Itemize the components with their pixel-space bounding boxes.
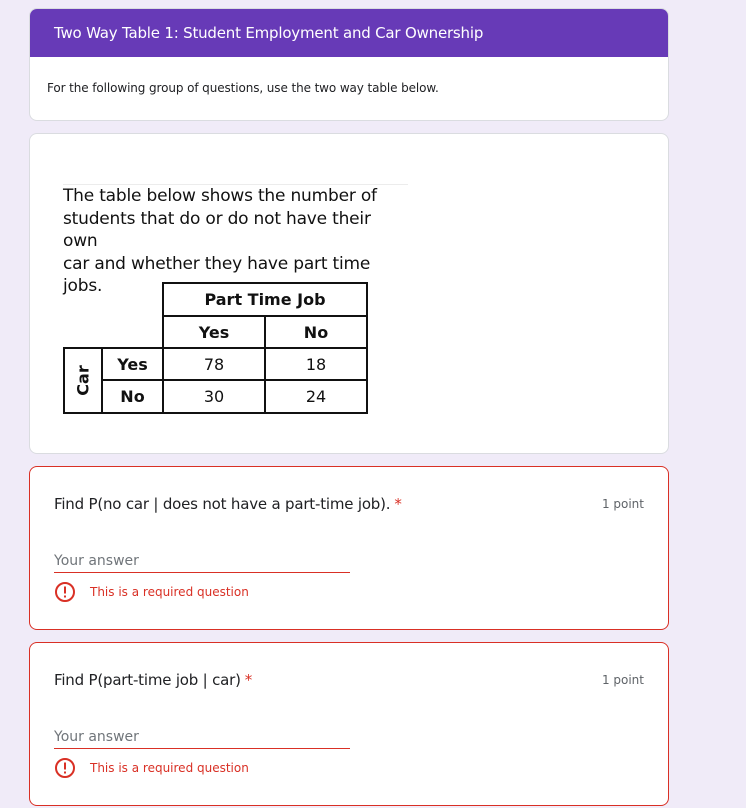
error-message: [54, 581, 249, 603]
cell-car-yes-job-no: 18: [264, 347, 368, 381]
question-title: [54, 671, 252, 689]
cell-car-no-job-no: 24: [264, 379, 368, 414]
row-group-label: Car: [73, 365, 93, 396]
question-text: Find P(part-time job | car): [54, 671, 241, 689]
error-icon: [54, 581, 76, 603]
row-label-no: No: [101, 379, 164, 414]
error-text: This is a required question: [90, 761, 249, 775]
question-card-1: [29, 466, 669, 630]
section-description: For the following group of questions, use the two way table below.: [47, 81, 439, 95]
question-points: 1 point: [601, 673, 644, 687]
error-icon: [54, 757, 76, 779]
figure-text-line-2: students that do or do not have their own: [63, 209, 371, 251]
section-header-card: [29, 8, 669, 121]
required-asterisk: *: [244, 671, 253, 689]
question-card-2: [29, 642, 669, 806]
answer-input[interactable]: [54, 725, 350, 749]
cell-car-yes-job-yes: 78: [162, 347, 266, 381]
image-card: [29, 133, 669, 454]
row-label-yes: Yes: [101, 347, 164, 381]
error-message: [54, 757, 249, 779]
figure-caption: [63, 184, 408, 297]
question-points: 1 point: [601, 497, 644, 511]
column-header-no: No: [264, 315, 368, 349]
error-text: This is a required question: [90, 585, 249, 599]
figure-text-line-1: The table below shows the number of: [63, 186, 377, 206]
row-group-header: [63, 347, 103, 414]
question-title: [54, 495, 402, 513]
column-header-yes: Yes: [162, 315, 266, 349]
answer-input[interactable]: [54, 549, 350, 573]
question-text: Find P(no car | does not have a part-time job).: [54, 495, 391, 513]
column-group-header: Part Time Job: [162, 282, 368, 317]
cell-car-no-job-yes: 30: [162, 379, 266, 414]
figure-top-rule: [63, 184, 408, 185]
figure-text-line-3: car and whether they have part time jobs.: [63, 254, 371, 296]
section-title: Two Way Table 1: Student Employment and Car Ownership: [30, 9, 668, 57]
required-asterisk: *: [394, 495, 402, 513]
